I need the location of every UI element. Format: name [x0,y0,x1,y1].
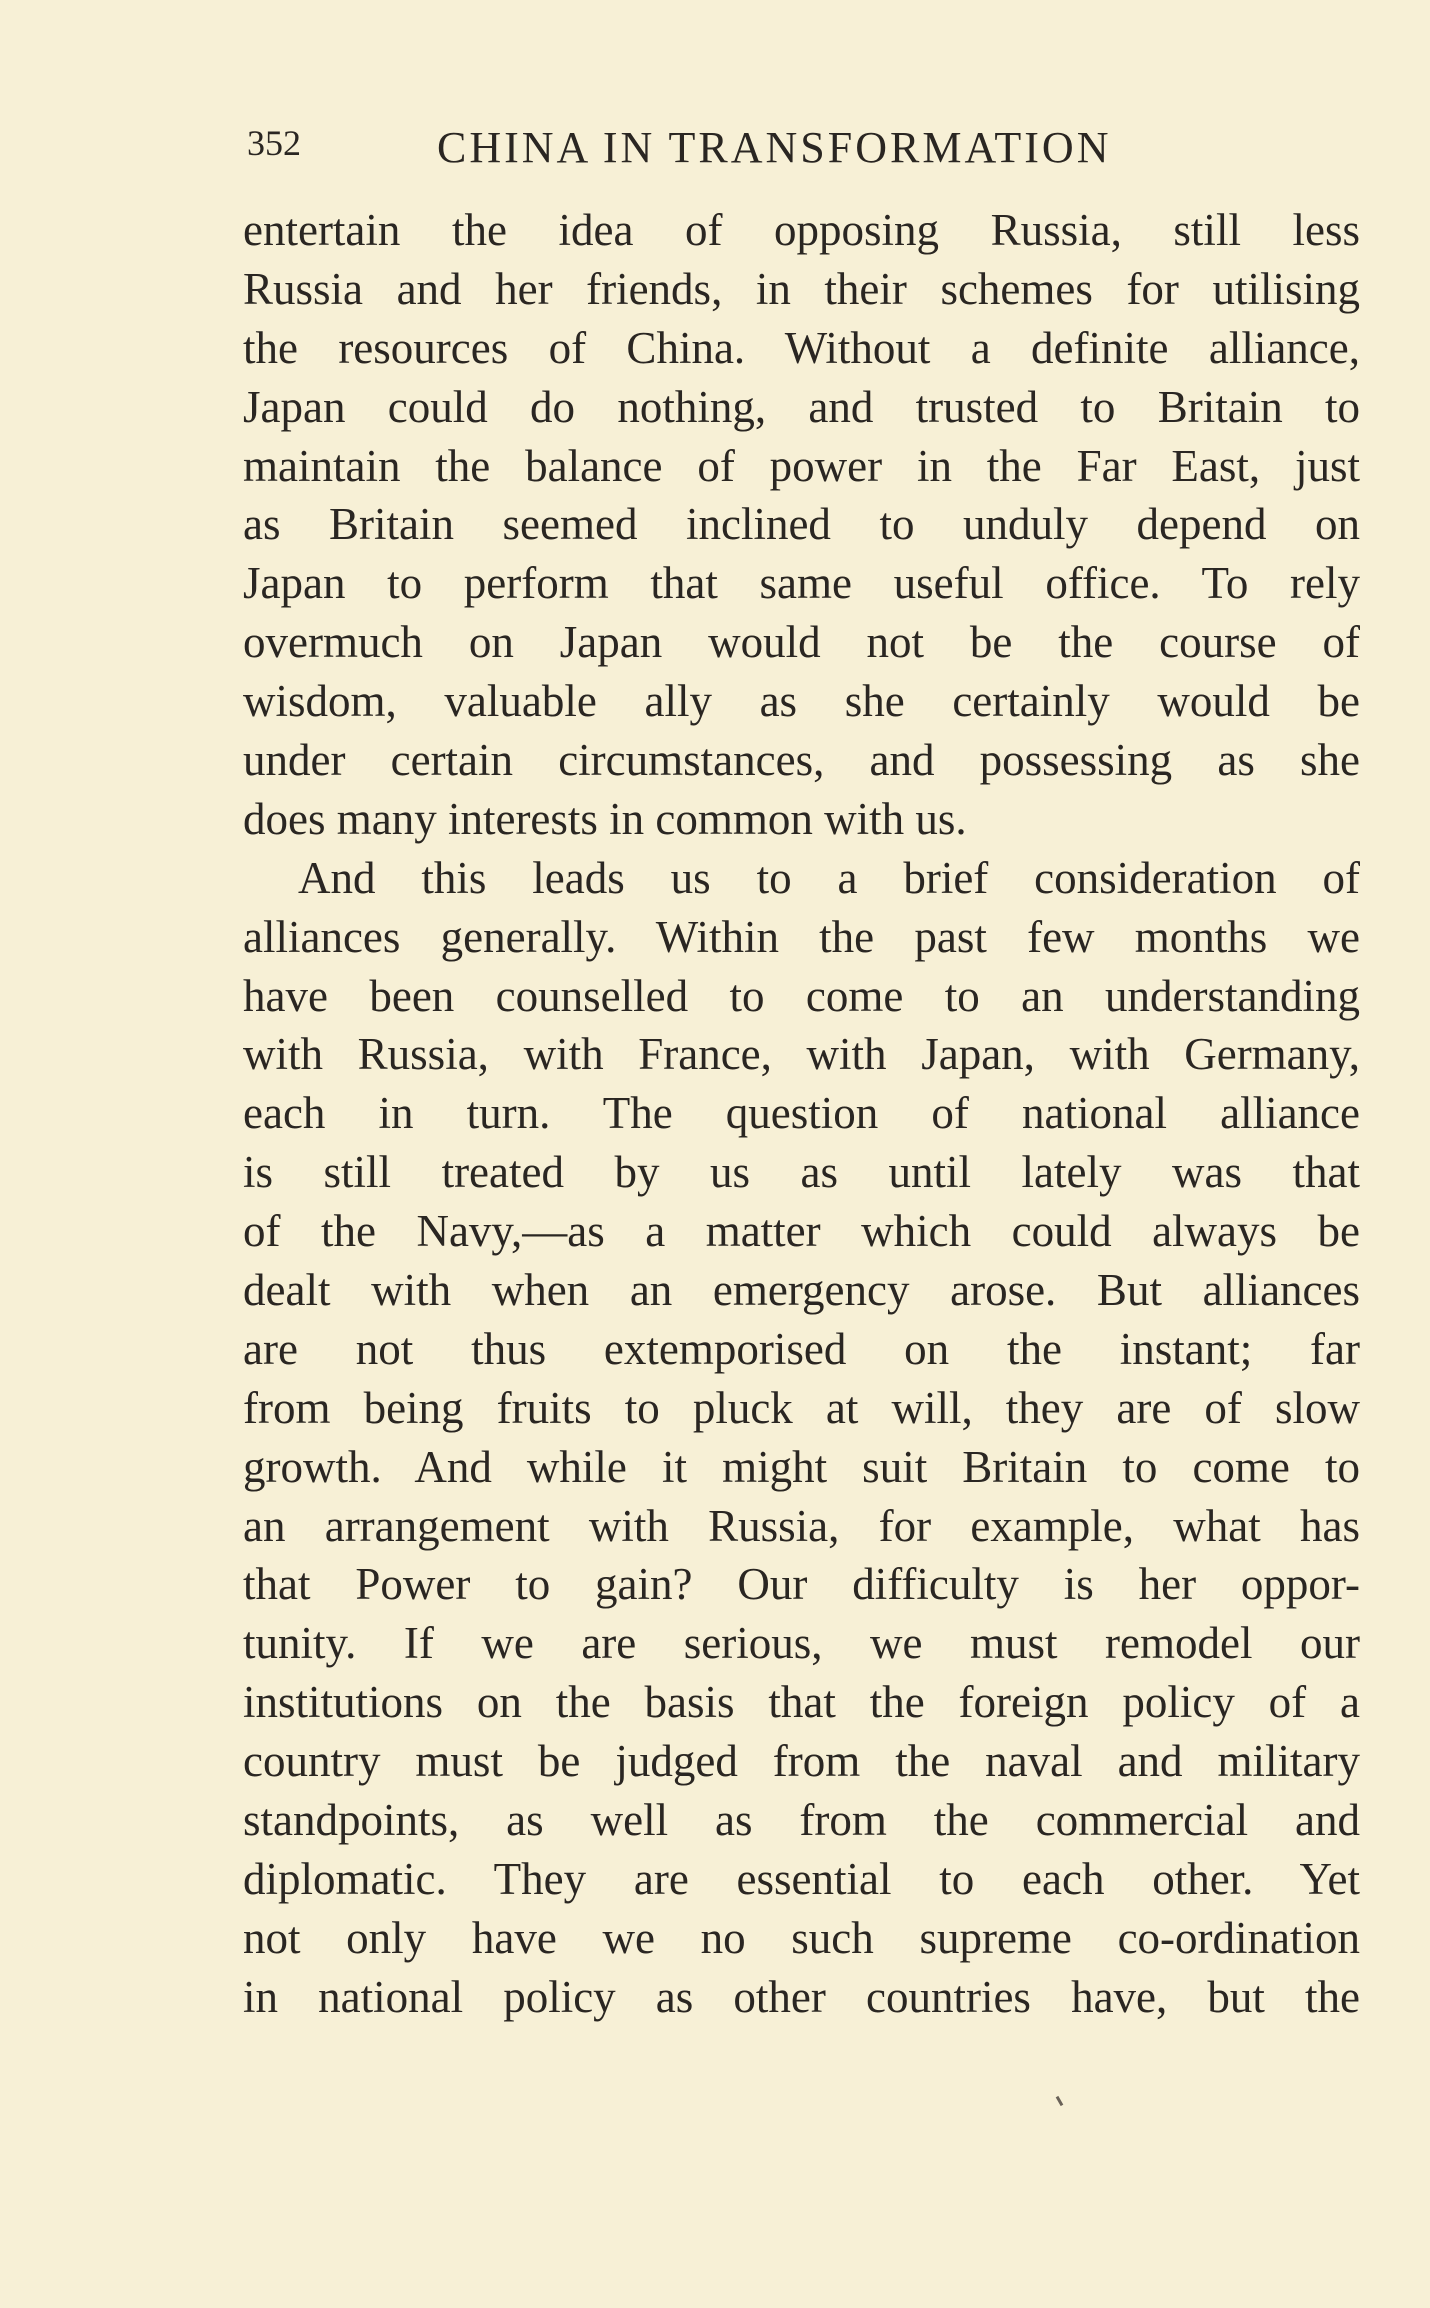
text-line: each in turn. The question of national alliance [243,1088,1360,1139]
text-line: tunity. If we are serious, we must remodel our [243,1618,1360,1669]
page-number: 352 [247,123,301,163]
text-line: under certain circumstances, and possessing as she [243,735,1360,786]
text-line: from being fruits to pluck at will, they are of slow [243,1382,1360,1433]
text-line: not only have we no such supreme co-ordination [243,1912,1360,1963]
text-line: institutions on the basis that the foreign policy of a [243,1677,1360,1728]
text-line: Japan to perform that same useful office. To rely [243,558,1360,609]
text-line: wisdom, valuable ally as she certainly would be [243,676,1360,727]
text-line: the resources of China. Without a definite alliance, [243,322,1360,373]
text-line: growth. And while it might suit Britain to come to [243,1441,1360,1492]
paragraph-first-line: And this leads us to a brief consideration of [298,852,1360,903]
text-line: with Russia, with France, with Japan, with Germany, [243,1029,1360,1080]
text-line: does many interests in common with us. [243,793,967,844]
paper-speck [1056,2096,1064,2106]
text-line: Russia and her friends, in their schemes for utilising [243,263,1360,314]
text-line: entertain the idea of opposing Russia, still less [243,205,1360,255]
text-line: of the Navy,—as a matter which could always be [243,1206,1360,1257]
text-line: country must be judged from the naval and military [243,1736,1360,1787]
text-line: diplomatic. They are essential to each other. Yet [243,1853,1360,1904]
running-head: CHINA IN TRANSFORMATION [437,123,1112,172]
text-line: alliances generally. Within the past few months we [243,911,1360,962]
body-text [243,201,1360,2027]
text-line: in national policy as other countries have, but the [243,1971,1360,2022]
text-line: are not thus extemporised on the instant; far [243,1323,1360,1374]
text-line: overmuch on Japan would not be the course of [243,617,1360,668]
text-line: that Power to gain? Our difficulty is her oppor- [243,1559,1360,1610]
text-line: an arrangement with Russia, for example, what has [243,1500,1360,1551]
page-header [247,122,1167,182]
text-line: dealt with when an emergency arose. But alliances [243,1265,1360,1316]
text-line: as Britain seemed inclined to unduly depend on [243,499,1360,550]
text-line: standpoints, as well as from the commercial and [243,1795,1360,1846]
text-line: Japan could do nothing, and trusted to Britain to [243,381,1360,432]
text-line: is still treated by us as until lately was that [243,1147,1360,1198]
text-line: have been counselled to come to an understanding [243,970,1360,1021]
text-line: maintain the balance of power in the Far East, just [243,440,1360,491]
